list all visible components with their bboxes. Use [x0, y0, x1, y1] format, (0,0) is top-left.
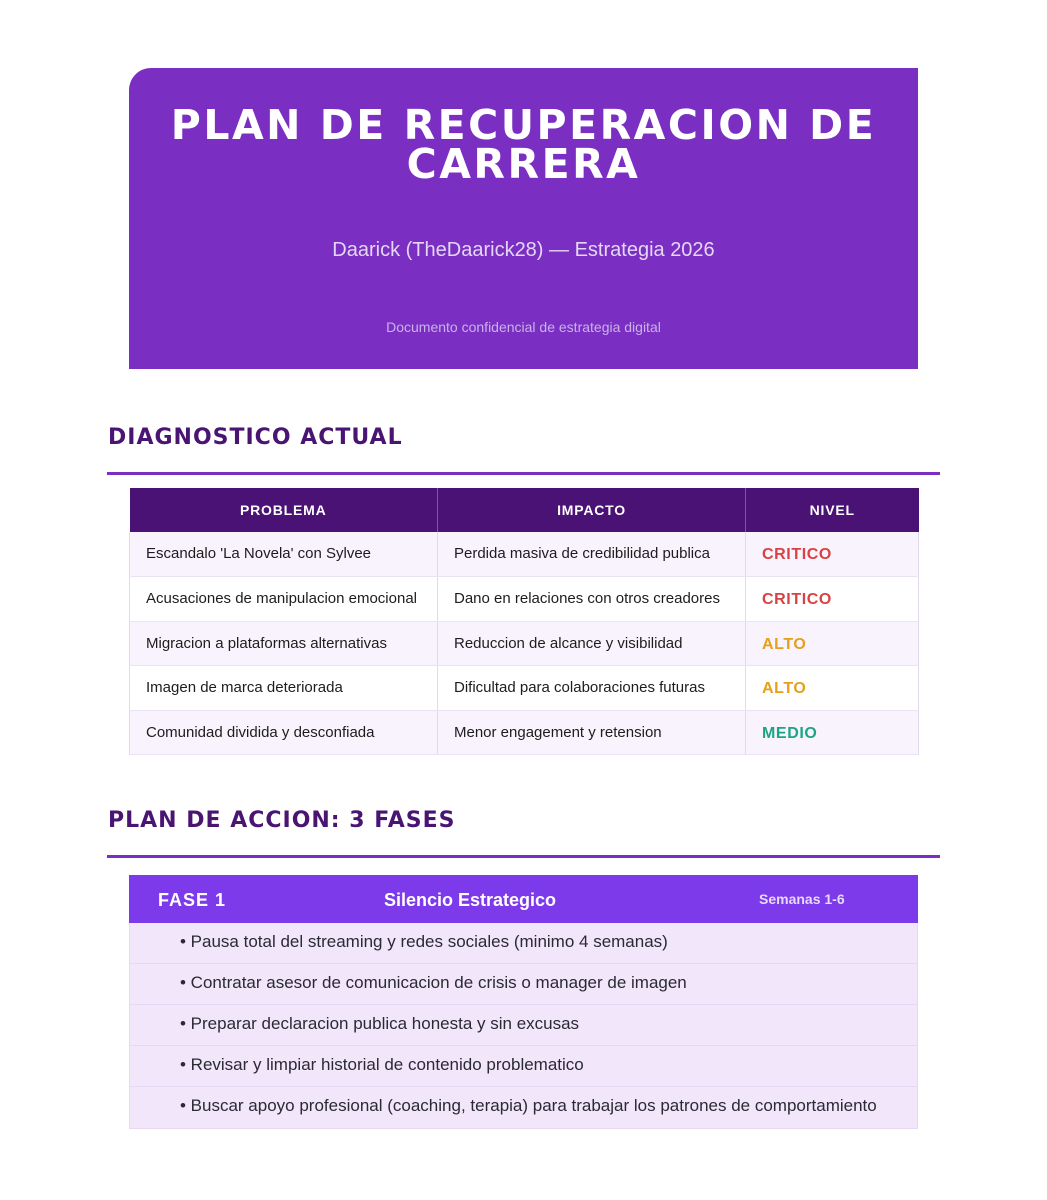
- table-row: [130, 577, 919, 622]
- problem-cell: Comunidad dividida y desconfiada: [130, 710, 438, 755]
- level-cell: CRITICO: [746, 577, 919, 622]
- document-subtitle: Daarick (TheDaarick28) — Estrategia 2026: [332, 239, 715, 261]
- table-row: [130, 621, 919, 666]
- confidential-note: Documento confidencial de estrategia digital: [386, 319, 661, 335]
- phase-item-list: [129, 923, 918, 1129]
- level-cell: ALTO: [746, 666, 919, 711]
- phase-item: • Pausa total del streaming y redes sociales (minimo 4 semanas): [130, 923, 917, 964]
- diagnostic-table: [129, 488, 919, 755]
- table-header-row: [130, 488, 919, 532]
- column-header-level: NIVEL: [746, 488, 919, 532]
- problem-cell: Acusaciones de manipulacion emocional: [130, 577, 438, 622]
- phase-card: [129, 875, 918, 1129]
- action-plan-heading: PLAN DE ACCION: 3 FASES: [108, 808, 456, 833]
- cover-banner: [129, 68, 918, 369]
- problem-cell: Migracion a plataformas alternativas: [130, 621, 438, 666]
- impact-cell: Perdida masiva de credibilidad publica: [438, 532, 746, 577]
- diagnostic-heading: DIAGNOSTICO ACTUAL: [108, 425, 403, 450]
- problem-cell: Escandalo 'La Novela' con Sylvee: [130, 532, 438, 577]
- impact-cell: Dificultad para colaboraciones futuras: [438, 666, 746, 711]
- column-header-problem: PROBLEMA: [130, 488, 438, 532]
- phase-item: • Revisar y limpiar historial de contenido problematico: [130, 1046, 917, 1087]
- impact-cell: Reduccion de alcance y visibilidad: [438, 621, 746, 666]
- impact-cell: Menor engagement y retension: [438, 710, 746, 755]
- level-cell: CRITICO: [746, 532, 919, 577]
- phase-name: Silencio Estrategico: [384, 890, 557, 910]
- action-plan-divider: [107, 855, 940, 858]
- phase-header: [129, 875, 918, 923]
- table-row: [130, 710, 919, 755]
- level-cell: ALTO: [746, 621, 919, 666]
- phase-item: • Preparar declaracion publica honesta y sin excusas: [130, 1005, 917, 1046]
- problem-cell: Imagen de marca deteriorada: [130, 666, 438, 711]
- phase-number: FASE 1: [158, 890, 227, 910]
- column-header-impact: IMPACTO: [438, 488, 746, 532]
- table-row: [130, 666, 919, 711]
- phase-item: • Buscar apoyo profesional (coaching, terapia) para trabajar los patrones de comportamiento: [180, 1096, 877, 1115]
- phase-weeks: Semanas 1-6: [759, 891, 845, 907]
- diagnostic-divider: [107, 472, 940, 475]
- level-cell: MEDIO: [746, 710, 919, 755]
- impact-cell: Dano en relaciones con otros creadores: [438, 577, 746, 622]
- table-row: [130, 532, 919, 577]
- phase-item: • Contratar asesor de comunicacion de crisis o manager de imagen: [130, 964, 917, 1005]
- document-title: PLAN DE RECUPERACION DE CARRERA: [170, 101, 877, 188]
